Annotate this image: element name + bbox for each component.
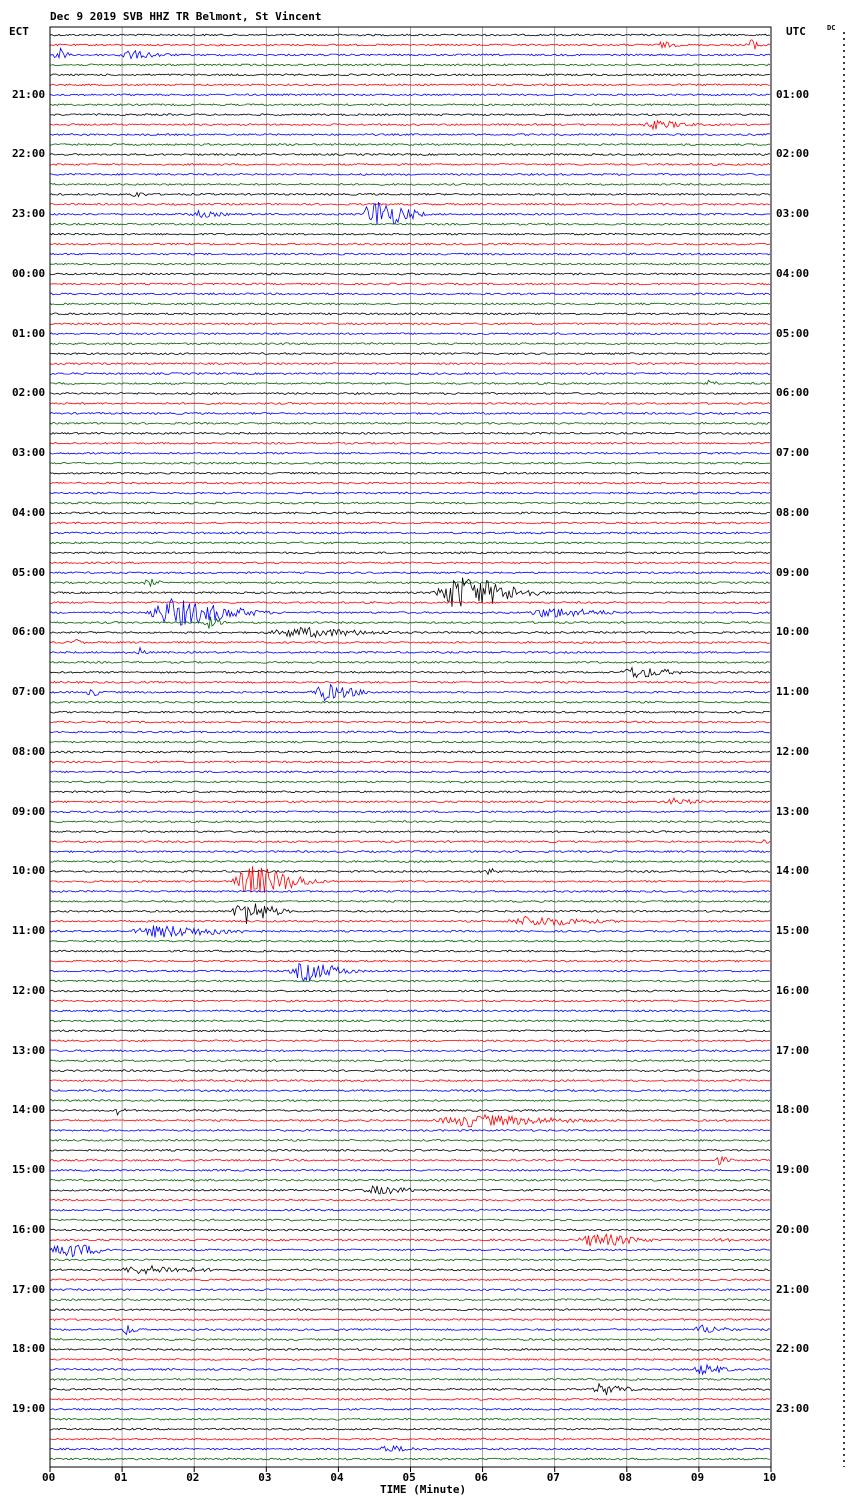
trace-line-116 (50, 1186, 770, 1194)
trace-line-49 (50, 522, 770, 524)
trace-line-118 (50, 1209, 770, 1211)
trace-line-66 (50, 685, 770, 701)
trace-line-28 (50, 313, 770, 315)
trace-line-14 (50, 174, 770, 176)
left-hour-label: 16:00 (12, 1222, 46, 1236)
trace-line-8 (50, 114, 770, 116)
trace-line-43 (50, 462, 770, 464)
trace-line-48 (50, 512, 770, 514)
trace-line-36 (50, 393, 770, 395)
trace-line-16 (50, 193, 770, 197)
right-hour-label: 22:00 (776, 1342, 810, 1356)
trace-line-89 (50, 916, 770, 925)
trace-line-68 (50, 711, 770, 713)
right-timezone-label: UTC (786, 25, 806, 38)
trace-line-134 (50, 1365, 770, 1374)
right-hour-label: 05:00 (776, 326, 810, 340)
trace-line-139 (50, 1418, 770, 1420)
trace-line-65 (50, 681, 770, 683)
trace-line-95 (50, 980, 770, 982)
trace-line-93 (50, 960, 770, 962)
trace-line-69 (50, 721, 770, 723)
trace-line-4 (50, 74, 770, 76)
trace-line-91 (50, 940, 770, 942)
trace-line-33 (50, 363, 770, 365)
trace-line-123 (50, 1259, 770, 1261)
left-hour-label: 07:00 (12, 685, 46, 699)
trace-line-120 (50, 1229, 770, 1231)
dc-label: DC (827, 24, 836, 32)
trace-line-104 (50, 1070, 770, 1072)
trace-line-132 (50, 1349, 770, 1351)
trace-line-7 (50, 104, 770, 106)
trace-line-54 (50, 572, 770, 574)
trace-line-18 (50, 202, 770, 224)
left-hour-label: 17:00 (12, 1282, 46, 1296)
left-hour-label: 14:00 (12, 1103, 46, 1117)
trace-line-50 (50, 532, 770, 534)
trace-line-106 (50, 1090, 770, 1092)
trace-line-85 (50, 866, 770, 892)
trace-line-136 (50, 1384, 770, 1395)
right-hour-label: 21:00 (776, 1282, 810, 1296)
trace-line-113 (50, 1157, 770, 1165)
trace-line-84 (50, 869, 770, 875)
trace-line-97 (50, 1000, 770, 1002)
trace-line-128 (50, 1309, 770, 1311)
chart-title: Dec 9 2019 SVB HHZ TR Belmont, St Vincent (50, 10, 322, 23)
trace-line-25 (50, 283, 770, 285)
trace-line-52 (50, 552, 770, 554)
trace-line-87 (50, 901, 770, 903)
trace-line-103 (50, 1060, 770, 1062)
trace-line-101 (50, 1040, 770, 1042)
trace-line-122 (50, 1245, 770, 1257)
trace-line-67 (50, 701, 770, 703)
trace-line-0 (50, 34, 770, 36)
trace-line-92 (50, 950, 770, 952)
trace-line-137 (50, 1398, 770, 1400)
left-timezone-label: ECT (9, 25, 29, 38)
left-hour-label: 18:00 (12, 1342, 46, 1356)
trace-line-96 (50, 990, 770, 992)
trace-line-6 (50, 94, 770, 96)
trace-line-142 (50, 1446, 770, 1451)
trace-line-112 (50, 1149, 770, 1151)
trace-line-37 (50, 403, 770, 405)
trace-line-55 (50, 579, 770, 586)
trace-line-73 (50, 761, 770, 763)
trace-line-35 (50, 380, 770, 384)
trace-line-27 (50, 303, 770, 305)
trace-line-105 (50, 1080, 770, 1082)
trace-line-30 (50, 333, 770, 335)
trace-line-127 (50, 1299, 770, 1301)
trace-line-32 (50, 353, 770, 355)
left-hour-label: 03:00 (12, 446, 46, 460)
trace-line-62 (50, 648, 770, 654)
trace-line-99 (50, 1020, 770, 1022)
trace-line-129 (50, 1319, 770, 1321)
trace-line-108 (50, 1109, 770, 1115)
x-tick-label: 07 (546, 1471, 560, 1484)
trace-line-39 (50, 423, 770, 425)
left-hour-label: 05:00 (12, 565, 46, 579)
trace-line-100 (50, 1030, 770, 1032)
trace-line-141 (50, 1438, 770, 1440)
right-hour-label: 15:00 (776, 924, 810, 938)
right-hour-label: 04:00 (776, 266, 810, 280)
right-hour-label: 16:00 (776, 983, 810, 997)
trace-line-138 (50, 1408, 770, 1410)
trace-line-47 (50, 502, 770, 504)
trace-line-76 (50, 791, 770, 793)
trace-line-131 (50, 1339, 770, 1341)
trace-line-53 (50, 562, 770, 564)
trace-line-140 (50, 1428, 770, 1430)
right-hour-label: 11:00 (776, 685, 810, 699)
trace-line-83 (50, 861, 770, 863)
trace-line-17 (50, 203, 770, 205)
left-hour-label: 00:00 (12, 266, 46, 280)
trace-line-110 (50, 1130, 770, 1132)
left-hour-label: 21:00 (12, 87, 46, 101)
trace-line-115 (50, 1179, 770, 1181)
trace-line-46 (50, 492, 770, 494)
trace-line-15 (50, 184, 770, 186)
trace-line-143 (50, 1458, 770, 1460)
x-tick-label: 01 (114, 1471, 128, 1484)
trace-line-119 (50, 1219, 770, 1221)
trace-line-40 (50, 432, 770, 434)
right-hour-label: 17:00 (776, 1043, 810, 1057)
trace-line-124 (50, 1266, 770, 1274)
left-hour-label: 10:00 (12, 864, 46, 878)
trace-line-75 (50, 781, 770, 783)
x-tick-label: 05 (402, 1471, 416, 1484)
trace-line-121 (50, 1234, 770, 1246)
trace-line-117 (50, 1199, 770, 1201)
left-hour-label: 06:00 (12, 625, 46, 639)
left-hour-label: 11:00 (12, 924, 46, 938)
trace-line-78 (50, 811, 770, 813)
left-hour-label: 19:00 (12, 1402, 46, 1416)
trace-line-57 (50, 602, 770, 604)
right-hour-label: 09:00 (776, 565, 810, 579)
left-hour-label: 12:00 (12, 983, 46, 997)
trace-line-1 (50, 40, 770, 50)
trace-line-11 (50, 144, 770, 146)
trace-line-24 (50, 273, 770, 275)
trace-line-111 (50, 1140, 770, 1142)
trace-line-51 (50, 542, 770, 544)
trace-line-72 (50, 751, 770, 753)
right-hour-label: 13:00 (776, 804, 810, 818)
trace-line-42 (50, 452, 770, 454)
x-tick-label: 02 (186, 1471, 200, 1484)
trace-line-126 (50, 1289, 770, 1291)
trace-line-60 (50, 628, 770, 638)
left-hour-label: 04:00 (12, 505, 46, 519)
x-tick-label: 10 (763, 1471, 777, 1484)
right-hour-label: 06:00 (776, 386, 810, 400)
right-hour-label: 23:00 (776, 1402, 810, 1416)
left-hour-label: 22:00 (12, 147, 46, 161)
trace-line-19 (50, 223, 770, 225)
left-hour-label: 15:00 (12, 1163, 46, 1177)
right-hour-label: 08:00 (776, 505, 810, 519)
trace-line-79 (50, 821, 770, 823)
right-hour-label: 20:00 (776, 1222, 810, 1236)
trace-line-61 (50, 639, 770, 643)
trace-line-64 (50, 668, 770, 678)
trace-line-63 (50, 662, 770, 664)
x-tick-label: 00 (42, 1471, 56, 1484)
trace-line-31 (50, 343, 770, 345)
trace-line-109 (50, 1115, 770, 1127)
trace-line-13 (50, 164, 770, 166)
right-hour-label: 01:00 (776, 87, 810, 101)
x-tick-label: 04 (330, 1471, 344, 1484)
right-hour-label: 10:00 (776, 625, 810, 639)
right-hour-label: 07:00 (776, 446, 810, 460)
trace-line-81 (50, 840, 770, 844)
trace-line-34 (50, 373, 770, 375)
left-hour-label: 09:00 (12, 804, 46, 818)
trace-line-71 (50, 741, 770, 743)
trace-line-102 (50, 1050, 770, 1052)
trace-line-26 (50, 293, 770, 295)
trace-line-22 (50, 253, 770, 255)
right-hour-label: 12:00 (776, 744, 810, 758)
trace-line-114 (50, 1169, 770, 1171)
x-tick-label: 09 (690, 1471, 705, 1484)
trace-line-77 (50, 798, 770, 804)
x-tick-label: 08 (618, 1471, 633, 1484)
trace-line-125 (50, 1279, 770, 1281)
trace-line-133 (50, 1359, 770, 1361)
right-hour-label: 18:00 (776, 1103, 810, 1117)
trace-line-80 (50, 831, 770, 833)
x-tick-label: 03 (258, 1471, 272, 1484)
right-hour-label: 03:00 (776, 207, 810, 221)
left-hour-label: 13:00 (12, 1043, 46, 1057)
trace-line-86 (50, 891, 770, 893)
left-hour-label: 02:00 (12, 386, 46, 400)
left-hour-label: 23:00 (12, 207, 46, 221)
seismic-traces (50, 34, 770, 1460)
trace-line-70 (50, 731, 770, 733)
trace-line-44 (50, 472, 770, 474)
trace-line-10 (50, 134, 770, 136)
trace-line-107 (50, 1100, 770, 1102)
trace-line-9 (50, 121, 770, 130)
trace-line-90 (50, 926, 770, 938)
trace-line-135 (50, 1379, 770, 1381)
right-hour-label: 14:00 (776, 864, 810, 878)
trace-line-3 (50, 64, 770, 66)
trace-line-21 (50, 243, 770, 245)
trace-line-38 (50, 413, 770, 415)
trace-line-98 (50, 1010, 770, 1012)
left-hour-label: 08:00 (12, 744, 46, 758)
trace-line-74 (50, 771, 770, 773)
trace-line-20 (50, 233, 770, 235)
trace-line-29 (50, 323, 770, 325)
left-hour-label: 01:00 (12, 326, 46, 340)
trace-line-45 (50, 482, 770, 484)
right-hour-label: 02:00 (776, 147, 810, 161)
trace-line-130 (50, 1325, 770, 1335)
trace-line-12 (50, 154, 770, 156)
x-tick-label: 06 (474, 1471, 488, 1484)
trace-line-82 (50, 851, 770, 853)
trace-line-94 (50, 964, 770, 982)
trace-line-59 (50, 617, 770, 629)
x-axis-label: TIME (Minute) (380, 1483, 467, 1496)
trace-line-5 (50, 84, 770, 86)
trace-line-41 (50, 442, 770, 444)
right-hour-label: 19:00 (776, 1163, 810, 1177)
trace-line-23 (50, 263, 770, 265)
trace-line-2 (50, 48, 770, 58)
